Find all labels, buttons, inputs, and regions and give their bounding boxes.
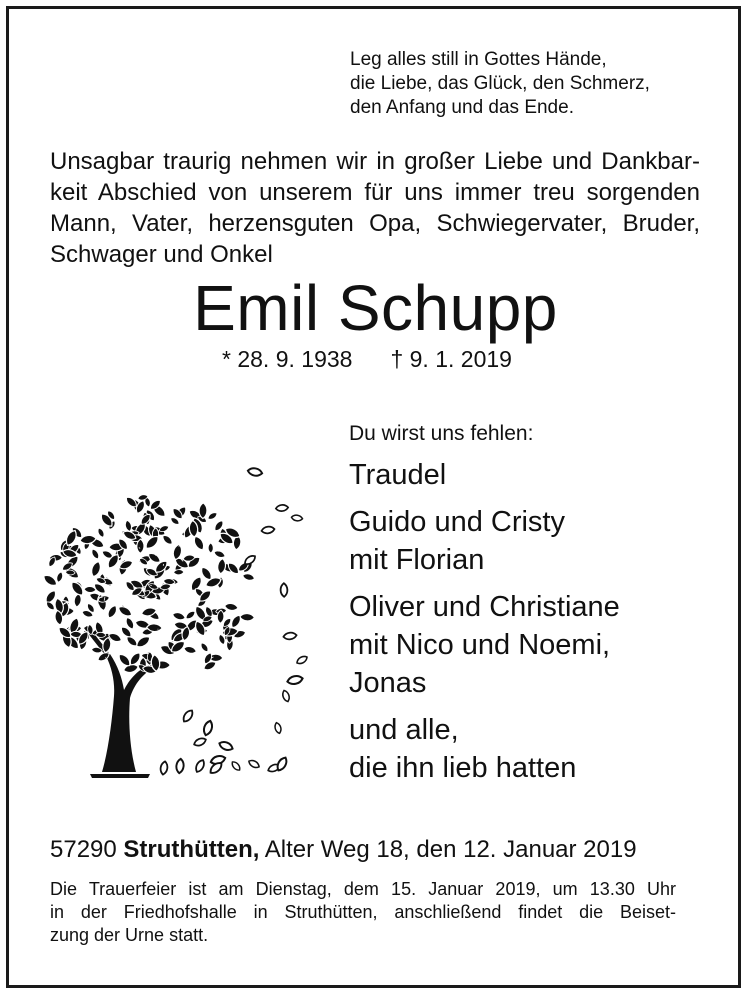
funeral-notice bbox=[50, 878, 676, 947]
mourner-group bbox=[349, 456, 729, 494]
funeral-line: zung der Urne statt. bbox=[50, 925, 209, 945]
mourners-heading: Du wirst uns fehlen: bbox=[349, 422, 534, 445]
zip-code: 57290 bbox=[50, 836, 117, 863]
mourner-line: Guido und Cristy bbox=[349, 506, 565, 538]
deceased-name: Emil Schupp bbox=[193, 272, 558, 344]
verse-line: Leg alles still in Gottes Hände, bbox=[350, 49, 607, 70]
mourner-line: mit Florian bbox=[349, 544, 485, 576]
announcement-line: keit Abschied von unserem für uns immer treu sorgenden bbox=[50, 179, 700, 206]
mourner-line: mit Nico und Noemi, bbox=[349, 629, 611, 661]
mourner-line: Oliver und Christiane bbox=[349, 591, 620, 623]
address-line bbox=[50, 834, 710, 865]
death-date: † 9. 1. 2019 bbox=[390, 346, 512, 372]
announcement-line: Schwager und Onkel bbox=[50, 241, 273, 268]
funeral-line: in der Friedhofshalle in Struthütten, anschließend findet die Beiset- bbox=[50, 902, 676, 922]
mourner-line: Traudel bbox=[349, 459, 447, 491]
announcement-line: Mann, Vater, herzensguten Opa, Schwiegervater, Bruder, bbox=[50, 210, 700, 237]
mourner-line: Jonas bbox=[349, 667, 427, 699]
city-name: Struthütten, bbox=[123, 836, 260, 863]
announcement-text bbox=[50, 146, 700, 270]
birth-date: * 28. 9. 1938 bbox=[222, 346, 353, 372]
mourner-group bbox=[349, 503, 729, 579]
mourners-list bbox=[349, 456, 729, 796]
verse-line: die Liebe, das Glück, den Schmerz, bbox=[350, 73, 650, 94]
bible-verse bbox=[350, 48, 710, 120]
mourner-line: die ihn lieb hatten bbox=[349, 752, 577, 784]
funeral-line: Die Trauerfeier ist am Dienstag, dem 15. Januar 2019, um 13.30 Uhr bbox=[50, 879, 676, 899]
tree-with-falling-leaves-icon bbox=[40, 460, 320, 790]
life-dates bbox=[222, 344, 622, 374]
announcement-line: Unsagbar traurig nehmen wir in großer Liebe und Dankbar- bbox=[50, 148, 700, 175]
mourner-group bbox=[349, 711, 729, 787]
mourner-line: und alle, bbox=[349, 714, 459, 746]
street-and-date: Alter Weg 18, den 12. Januar 2019 bbox=[264, 836, 637, 863]
verse-line: den Anfang und das Ende. bbox=[350, 97, 574, 118]
mourner-group bbox=[349, 588, 729, 702]
